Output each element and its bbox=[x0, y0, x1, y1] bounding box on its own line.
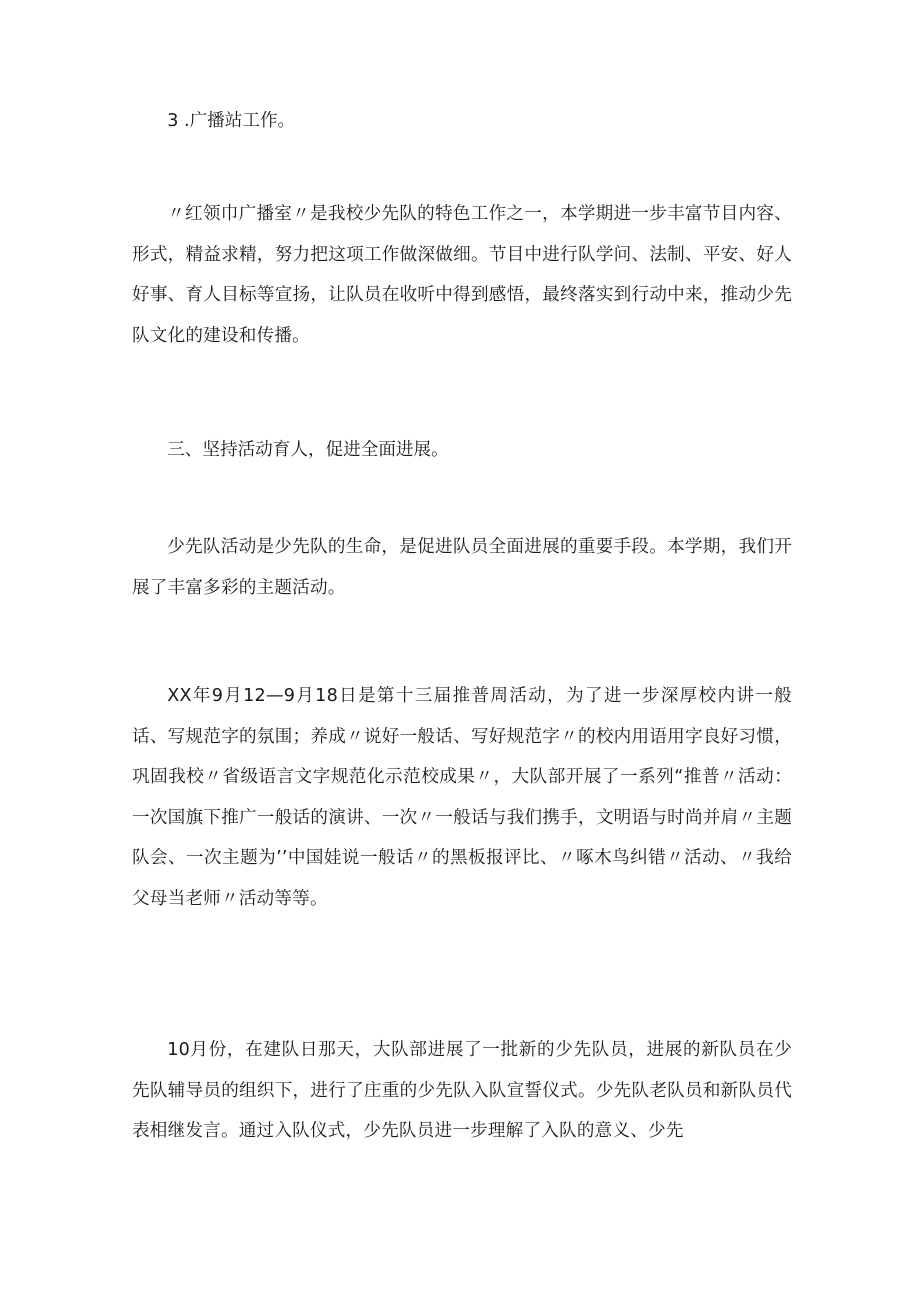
paragraph-broadcast-station: 〃红领巾广播室〃是我校少先队的特色工作之一，本学期进一步丰富节目内容、形式，精益求精，努力把这项工作做深做细。节目中进行队学问、法制、平安、好人好事、育人目标等宣扬，让队员在收听中得到感悟，最终落实到行动中来，推动少先队文化的建设和传播。 bbox=[132, 204, 792, 346]
paragraph-activities-intro: 少先队活动是少先队的生命，是促进队员全面进展的重要手段。本学期，我们开展了丰富多彩的主题活动。 bbox=[132, 537, 792, 598]
section-heading-activities: 三、坚持活动育人，促进全面进展。 bbox=[167, 440, 449, 460]
section-heading-broadcast: 3 .广播站工作。 bbox=[167, 111, 296, 131]
paragraph-putonghua-week: XX年9月12—9月18日是第十三届推普周活动，为了进一步深厚校内讲一般话、写规范字的氛围；养成〃说好一般话、写好规范字〃的校内用语用字良好习惯，巩固我校〃省级语言文字规范化示范校成果〃，大队部开展了一系列“推普〃活动：一次国旗下推广一般话的演讲、一次〃一般话与我们携手，文明语与时尚并肩〃主题队会、一次主题为’’中国娃说一般话〃的黑板报评比、〃啄木鸟纠错〃活动、〃我给父母当老师〃活动等等。 bbox=[132, 686, 792, 909]
paragraph-october-induction: 10月份，在建队日那天，大队部进展了一批新的少先队员，进展的新队员在少先队辅导员的组织下，进行了庄重的少先队入队宣誓仪式。少先队老队员和新队员代表相继发言。通过入队仪式，少先队员进一步理解了入队的意义、少先 bbox=[132, 1040, 792, 1141]
